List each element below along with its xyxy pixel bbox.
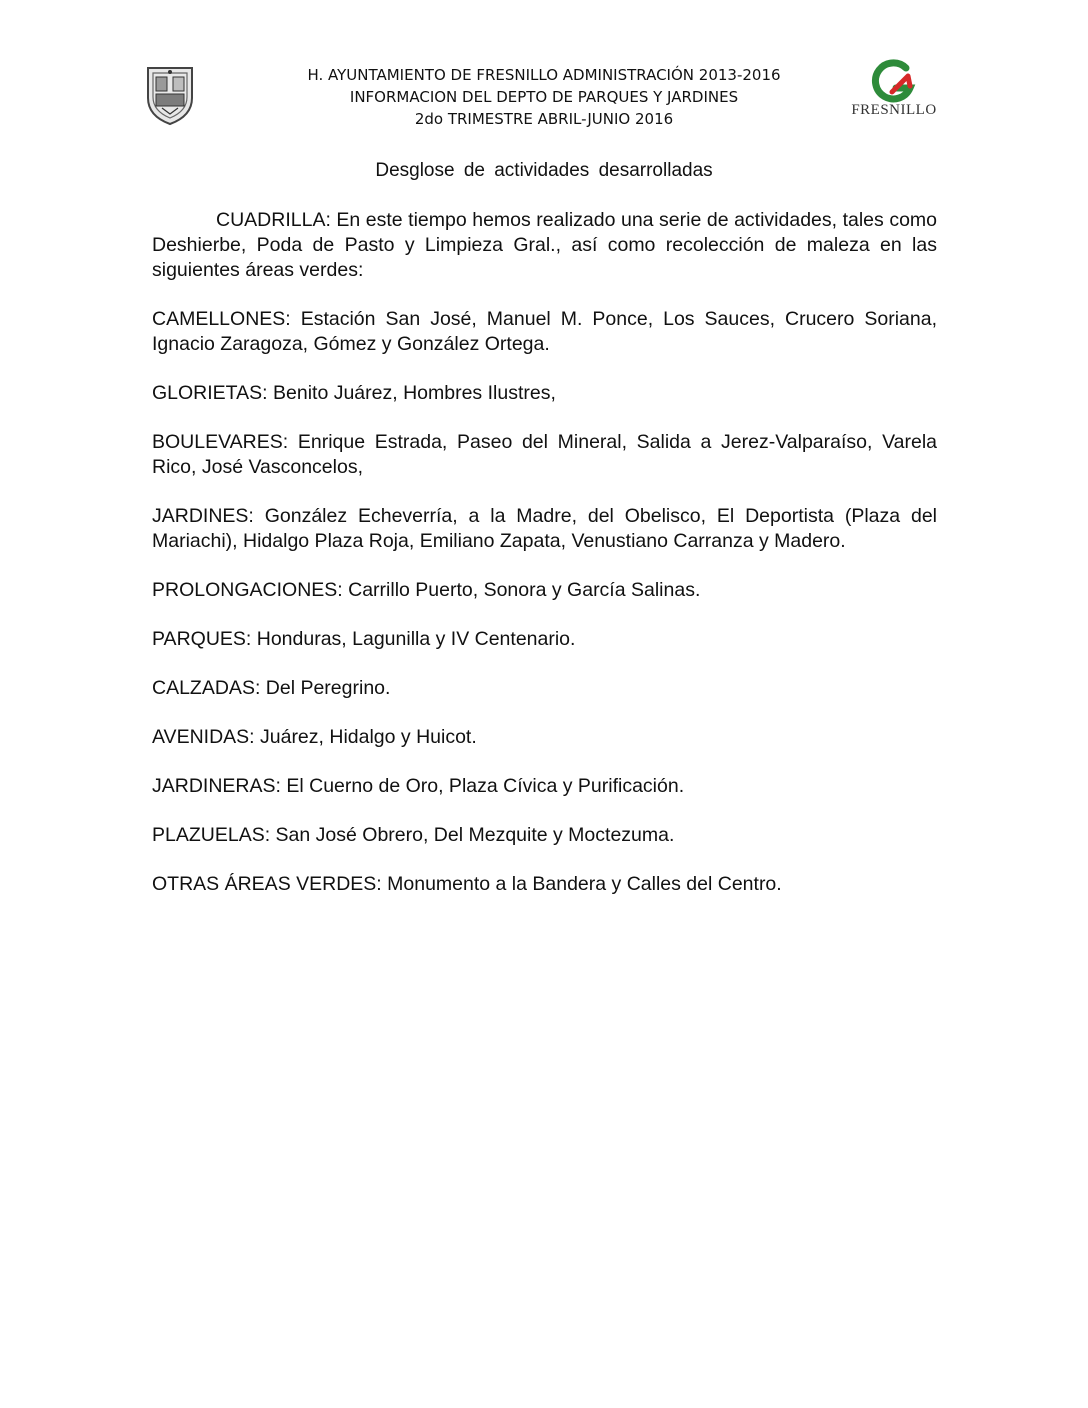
paragraph-calzadas: CALZADAS: Del Peregrino. <box>152 677 391 699</box>
header-line-2: INFORMACION DEL DEPTO DE PARQUES Y JARDINES <box>349 88 739 106</box>
paragraph-cuadrilla: CUADRILLA: En este tiempo hemos realizado una serie de actividades, tales como Deshierbe, Poda de Pasto y Limpieza Gral., así como recolección de maleza en las siguientes áreas verdes: <box>152 209 937 281</box>
header-line-1: H. AYUNTAMIENTO DE FRESNILLO ADMINISTRACIÓN 2013-2016 <box>307 66 781 84</box>
document-subtitle: Desglose de actividades desarrolladas <box>375 160 713 181</box>
paragraph-plazuelas: PLAZUELAS: San José Obrero, Del Mezquite y Moctezuma. <box>152 824 675 846</box>
paragraph-jardineras: JARDINERAS: El Cuerno de Oro, Plaza Cívica y Purificación. <box>152 775 685 797</box>
paragraph-parques: PARQUES: Honduras, Lagunilla y IV Centenario. <box>152 628 576 650</box>
municipal-seal-icon <box>142 64 198 126</box>
paragraph-camellones: CAMELLONES: Estación San José, Manuel M. Ponce, Los Sauces, Crucero Soriana, Ignacio Zaragoza, Gómez y González Ortega. <box>152 308 937 355</box>
paragraph-avenidas: AVENIDAS: Juárez, Hidalgo y Huicot. <box>152 726 477 748</box>
document-header <box>244 64 844 130</box>
fresnillo-logo-icon <box>848 58 940 104</box>
paragraph-otras-areas-verdes: OTRAS ÁREAS VERDES: Monumento a la Bandera y Calles del Centro. <box>152 873 782 895</box>
document-body <box>152 208 937 921</box>
paragraph-jardines: JARDINES: González Echeverría, a la Madre, del Obelisco, El Deportista (Plaza del Mariachi), Hidalgo Plaza Roja, Emiliano Zapata, Venustiano Carranza y Madero. <box>152 505 937 552</box>
paragraph-glorietas: GLORIETAS: Benito Juárez, Hombres Ilustres, <box>152 382 556 404</box>
paragraph-boulevares: BOULEVARES: Enrique Estrada, Paseo del Mineral, Salida a Jerez-Valparaíso, Varela Rico, José Vasconcelos, <box>152 431 937 478</box>
logo-wordmark: FRESNILLO <box>851 102 937 118</box>
paragraph-prolongaciones: PROLONGACIONES: Carrillo Puerto, Sonora y García Salinas. <box>152 579 701 601</box>
fresnillo-logo <box>848 58 940 126</box>
header-line-3: 2do TRIMESTRE ABRIL-JUNIO 2016 <box>414 110 674 128</box>
